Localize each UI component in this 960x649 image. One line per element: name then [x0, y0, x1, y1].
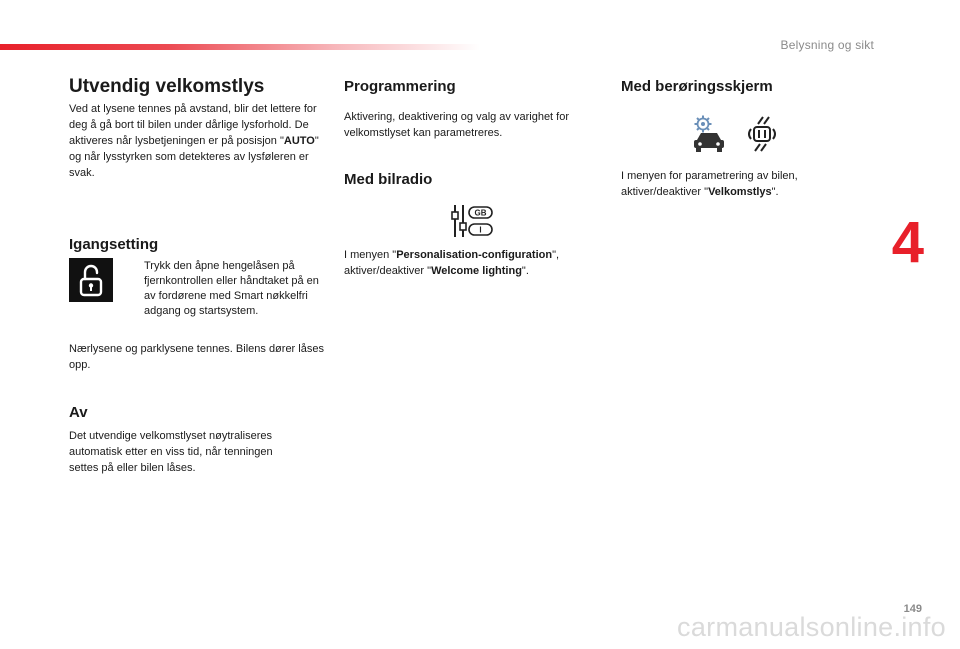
intro-paragraph: Ved at lysene tennes på avstand, blir det lettere for deg å gå bort til bilen under dårlige lysforhold. De aktiveres når lysbetjeningen er på posisjon "AUTO" og når lysstyrken som detekteres av lysføleren er svak. [69, 103, 319, 179]
bullet-text: Trykk den åpne hengelåsen på fjernkontrollen eller håndtaket på en av fordørene med Smart nøkkelfri adgang og startsystem. [144, 260, 319, 317]
igangsetting-note: Nærlysene og parklysene tennes. Bilens dører låses opp. [69, 343, 324, 371]
header-accent-bar [0, 44, 480, 50]
watermark: carmanualsonline.info [677, 612, 946, 642]
unlock-padlock-icon [69, 258, 113, 302]
programmering-paragraph: Aktivering, deaktivering og valg av varighet for velkomstlyset kan parametreres. [344, 111, 570, 139]
page-title: Utvendig velkomstlys [69, 76, 265, 97]
chapter-number: 4 [891, 210, 924, 275]
bullet-item [125, 259, 325, 319]
beroringsskjerm-paragraph: I menyen for parametrering av bilen, aktiver/deaktiver "Velkomstlys". [621, 170, 798, 198]
section-title-igangsetting: Igangsetting [69, 236, 159, 253]
radio-settings-icon [450, 203, 494, 239]
radio-badge-bottom: I [479, 225, 482, 235]
chapter-title: Belysning og sikt [780, 38, 874, 52]
bilradio-paragraph: I menyen "Personalisation-configuration", aktiver/deaktiver "Welcome lighting". [344, 249, 560, 277]
section-title-bilradio: Med bilradio [344, 171, 433, 188]
radio-badge-top: GB [474, 208, 487, 218]
car-settings-icon [691, 114, 727, 154]
section-title-programmering: Programmering [344, 78, 456, 95]
lighting-icon [745, 115, 779, 153]
page-number: 149 [903, 603, 922, 615]
av-paragraph: Det utvendige velkomstlyset nøytraliseres automatisk etter en viss tid, når tenningen settes på eller bilen låses. [69, 430, 273, 474]
section-title-av: Av [69, 404, 88, 421]
section-title-beroringsskjerm: Med berøringsskjerm [621, 78, 773, 95]
